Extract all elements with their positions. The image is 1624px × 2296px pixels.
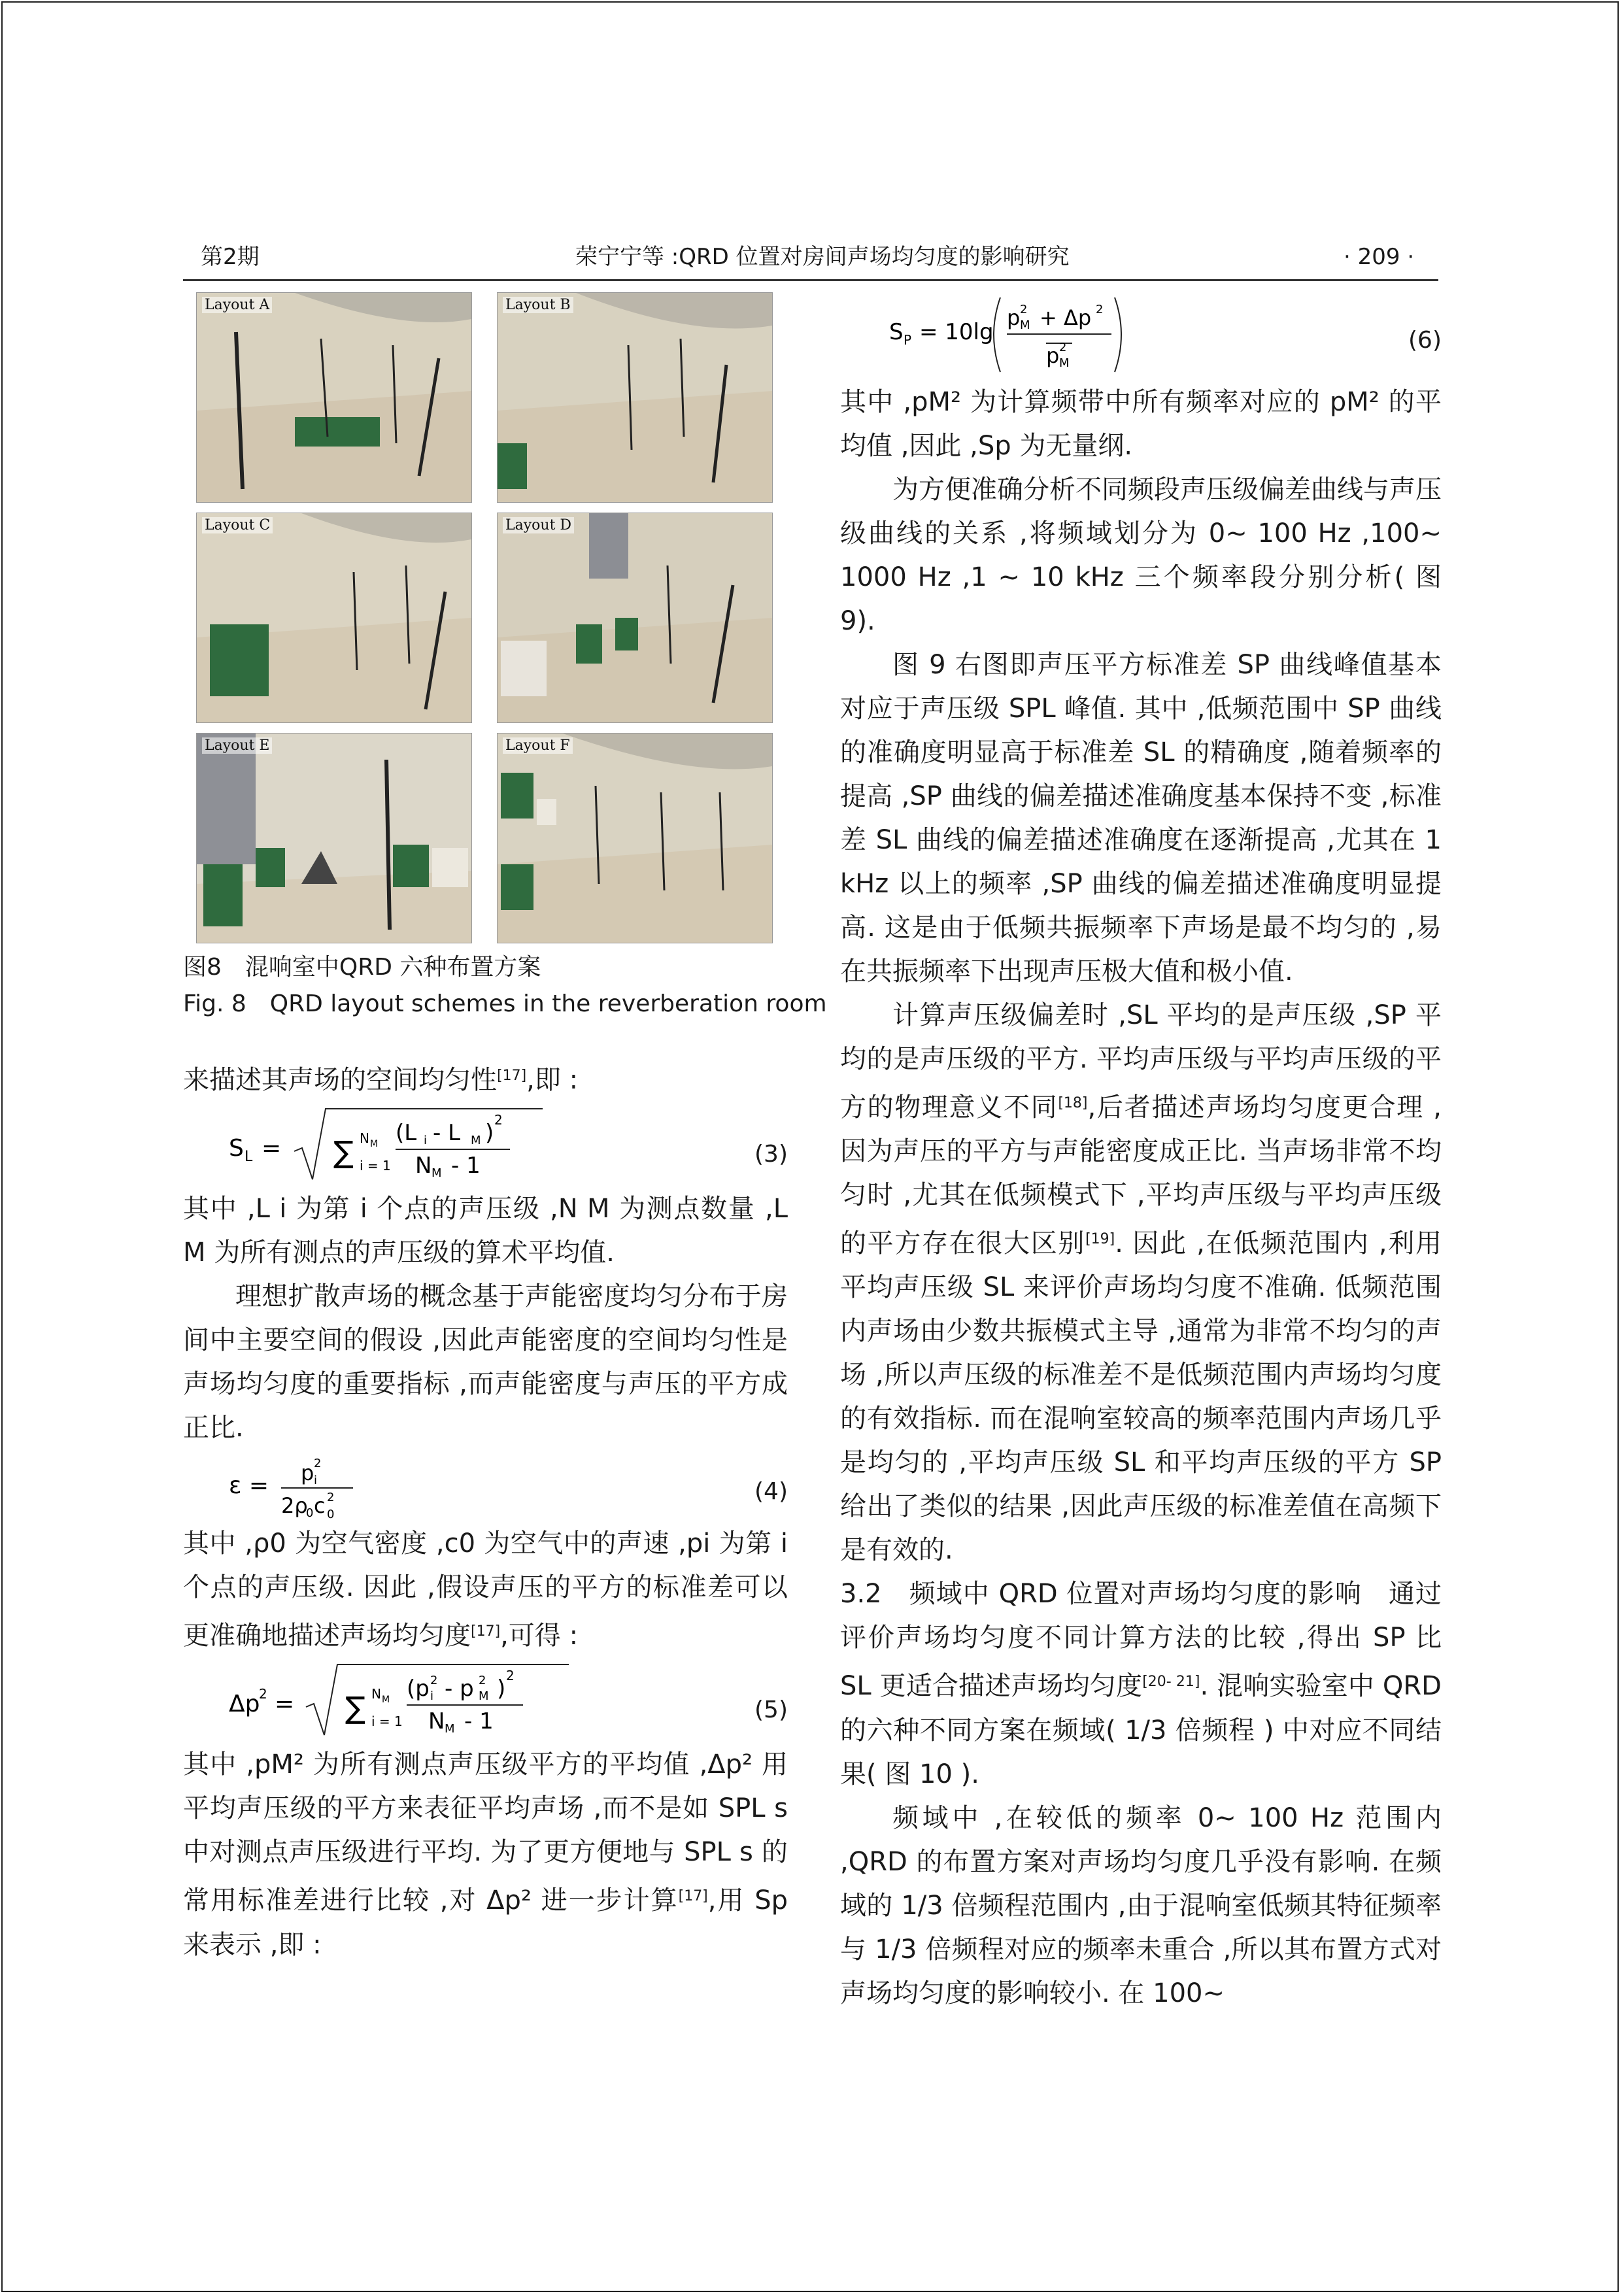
svg-text:M: M (1020, 318, 1030, 332)
svg-text:- 1: - 1 (451, 1153, 481, 1179)
equation-4 (183, 1450, 788, 1522)
equation-4-formula (229, 1450, 556, 1522)
svg-text:Δp: Δp (229, 1691, 260, 1718)
svg-text:=: = (275, 1691, 295, 1718)
svg-text:): ) (485, 1120, 494, 1147)
text: ,用 Sp 来表示 ,即 : (183, 1885, 788, 1960)
text: 来描述其声场的空间均匀性 (183, 1065, 497, 1096)
text: 计算声压级偏差时 ,SL 平均的是声压级 ,SP 平均的是声压级的平方. 平均声压级与平均声压级的平方的物理意义不同 (840, 1000, 1442, 1123)
text: 其中 ,pM² 为所有测点声压级平方的平均值 ,Δp² 用平均声压级的平方来表征平均声场 ,而不是如 SPL s 中对测点声压级进行平均. 为了更方便地与 SPL s 的常用标准差进行比较 ,对 Δp² 进一步计算 (183, 1749, 788, 1916)
equation-number: (5) (754, 1697, 788, 1724)
svg-text:2ρ: 2ρ (281, 1493, 308, 1519)
photo-label: Layout D (503, 517, 574, 533)
svg-text:= 10lg: = 10lg (919, 319, 994, 345)
photo-label: Layout C (202, 517, 273, 533)
svg-text:): ) (497, 1676, 506, 1702)
paragraph: 频域中 ,在较低的频率 0~ 100 Hz 范围内 ,QRD 的布置方案对声场均匀度几乎没有影响. 在频域的 1/3 倍频程范围内 ,由于混响室低频其特征频率与 1/3 倍频程对应的频率未重合 ,所以其布置方式对声场均匀度的影响较小. 在 100~ (840, 1802, 1442, 2008)
paragraph (183, 1743, 788, 1967)
svg-text:p: p (1007, 305, 1021, 330)
svg-text:i: i (314, 1474, 318, 1488)
text: . 因此 ,在低频范围内 ,利用平均声压级 SL 来评价声场均匀度不准确. 低频范围内声场由少数共振模式主导 ,通常为非常不均匀的声场 ,所以声压级的标准差不是低频范围内声场均匀度的有效指标. 而在混响室较高的频率范围内声场几乎是均匀的 ,平均声压级 SL 和平均声压级的平方 SP 给出了类似的结果 ,因此声压级的标准差值在高频下是有效的. (840, 1228, 1442, 1566)
svg-text:p: p (1046, 343, 1060, 368)
equation-number: (3) (754, 1141, 788, 1168)
photo-layout-f (497, 733, 773, 943)
paragraph (183, 1054, 788, 1102)
svg-text:2: 2 (506, 1668, 515, 1684)
citation: [17] (497, 1068, 527, 1084)
header-issue: 第2期 (201, 244, 260, 270)
equation-6 (840, 292, 1442, 380)
paragraph: 图 9 右图即声压平方标准差 SP 曲线峰值基本对应于声压级 SPL 峰值. 其中 ,低频范围中 SP 曲线的准确度明显高于标准差 SL 的精确度 ,随着频率的提高 ,SP 曲线的偏差描述准确度基本保持不变 ,标准差 SL 曲线的偏差描述准确度在逐渐提高 ,尤其在 1 kHz 以上的频率 ,SP 曲线的偏差描述准确度明显提高. 这是由于低频共振频率下声场是最不均匀的 ,易在共振频率下出现声压极大值和极小值. (840, 650, 1442, 987)
header-page-number: · 209 · (1344, 244, 1415, 270)
figure-8-caption-cn: 图8 混响室中QRD 六种布置方案 (183, 954, 541, 981)
svg-text:p: p (301, 1460, 314, 1486)
svg-text:2: 2 (314, 1457, 322, 1471)
equation-6-formula (889, 292, 1347, 380)
text: ,后者描述声场均匀度更合理 ,因为声压的平方与声能密度成正比. 当声场非常不均匀时 ,尤其在低频模式下 ,平均声压级与平均声压级的平方存在很大区别 (840, 1092, 1442, 1259)
svg-text:M: M (1059, 356, 1070, 370)
svg-text:2: 2 (1096, 303, 1104, 316)
svg-text:- p: - p (445, 1676, 474, 1702)
paragraph: 为方便准确分析不同频段声压级偏差曲线与声压级曲线的关系 ,将频域划分为 0~ 100 Hz ,100~ 1000 Hz ,1 ~ 10 kHz 三个频率段分别分析( 图 9). (840, 475, 1442, 636)
photo-layout-d (497, 513, 773, 723)
svg-text:(L: (L (396, 1120, 417, 1147)
equation-5 (183, 1658, 788, 1743)
svg-text:2: 2 (494, 1112, 503, 1128)
photo-layout-b (497, 292, 773, 503)
svg-text:S: S (889, 319, 904, 345)
svg-text:+ Δp: + Δp (1040, 305, 1092, 330)
svg-text:M: M (382, 1695, 390, 1706)
svg-text:ε =: ε = (229, 1472, 269, 1500)
svg-text:L: L (245, 1149, 253, 1166)
photo-layout-a (196, 292, 472, 503)
left-column (183, 1054, 788, 1967)
section-3-2 (840, 1572, 1442, 1796)
svg-text:M: M (479, 1689, 489, 1704)
svg-text:N: N (415, 1153, 432, 1179)
svg-text:M: M (370, 1139, 379, 1150)
svg-text:∑: ∑ (333, 1134, 354, 1170)
svg-text:∑: ∑ (345, 1690, 365, 1726)
svg-text:P: P (904, 332, 912, 348)
text: 其中 ,ρ0 为空气密度 ,c0 为空气中的声速 ,pi 为第 i 个点的声压级. 因此 ,假设声压的平方的标准差可以更准确地描述声场均匀度 (183, 1528, 788, 1651)
photo-layout-e (196, 733, 472, 943)
text: ,可得 : (500, 1621, 579, 1651)
equation-5-formula (229, 1658, 686, 1743)
svg-text:M: M (445, 1722, 455, 1736)
citation: [18] (1058, 1095, 1088, 1111)
equation-3-formula (229, 1102, 686, 1187)
svg-text:2: 2 (327, 1491, 335, 1505)
photo-layout-c (196, 513, 472, 723)
paragraph: 其中 ,L i 为第 i 个点的声压级 ,N M 为测点数量 ,L M 为所有测点的声压级的算术平均值. (183, 1194, 788, 1268)
citation: [17] (678, 1888, 708, 1905)
svg-text:- 1: - 1 (464, 1708, 494, 1735)
svg-text:M: M (431, 1166, 442, 1181)
paragraph: 理想扩散声场的概念基于声能密度均匀分布于房间中主要空间的假设 ,因此声能密度的空间均匀性是声场均匀度的重要指标 ,而声能密度与声压的平方成正比. (183, 1281, 788, 1443)
figure-8-caption-en: Fig. 8 QRD layout schemes in the reverberation room (183, 990, 827, 1017)
svg-text:i: i (430, 1689, 434, 1704)
svg-text:i = 1: i = 1 (371, 1714, 403, 1730)
svg-text:2: 2 (479, 1674, 486, 1688)
svg-text:2: 2 (1020, 303, 1028, 316)
photo-label: Layout F (503, 737, 573, 754)
svg-text:N: N (428, 1708, 445, 1735)
citation: [17] (471, 1623, 501, 1640)
svg-text:0: 0 (327, 1508, 335, 1522)
paragraph (840, 994, 1442, 1572)
header-rule (183, 279, 1438, 281)
text: ,即 : (526, 1065, 579, 1096)
equation-number: (6) (1408, 327, 1442, 354)
svg-text:2: 2 (1059, 341, 1067, 354)
svg-text:c: c (314, 1493, 326, 1519)
text: . 混响实验室中 QRD 的六种不同方案在频域( 1/3 倍频程 ) 中对应不同结果( 图 10 ). (840, 1671, 1442, 1789)
svg-text:=: = (262, 1135, 282, 1162)
svg-text:M: M (471, 1134, 481, 1148)
photo-label: Layout B (503, 297, 573, 313)
svg-text:N: N (360, 1130, 369, 1147)
svg-text:i: i (424, 1134, 428, 1148)
svg-text:S: S (229, 1135, 244, 1162)
svg-text:(p: (p (407, 1676, 430, 1702)
citation: [19] (1085, 1231, 1115, 1248)
citation: [20- 21] (1142, 1674, 1200, 1691)
photo-label: Layout E (202, 737, 272, 754)
svg-text:2: 2 (259, 1686, 267, 1702)
header-title: 荣宁宁等 :QRD 位置对房间声场均匀度的影响研究 (575, 244, 1070, 270)
paragraph: 其中 ,pM² 为计算频带中所有频率对应的 pM² 的平均值 ,因此 ,Sp 为无量纲. (840, 387, 1442, 461)
photo-label: Layout A (202, 297, 272, 313)
equation-number: (4) (754, 1478, 788, 1506)
equation-3 (183, 1102, 788, 1187)
svg-text:0: 0 (306, 1506, 314, 1521)
right-column (840, 292, 1442, 2016)
svg-text:N: N (371, 1686, 381, 1702)
paragraph (183, 1522, 788, 1658)
svg-text:2: 2 (430, 1674, 438, 1688)
svg-text:- L: - L (433, 1120, 461, 1147)
text: 3.2 频域中 QRD 位置对声场均匀度的影响 通过评价声场均匀度不同计算方法的比较 ,得出 SP 比 SL 更适合描述声场均匀度 (840, 1579, 1442, 1702)
svg-text:i = 1: i = 1 (360, 1158, 391, 1174)
